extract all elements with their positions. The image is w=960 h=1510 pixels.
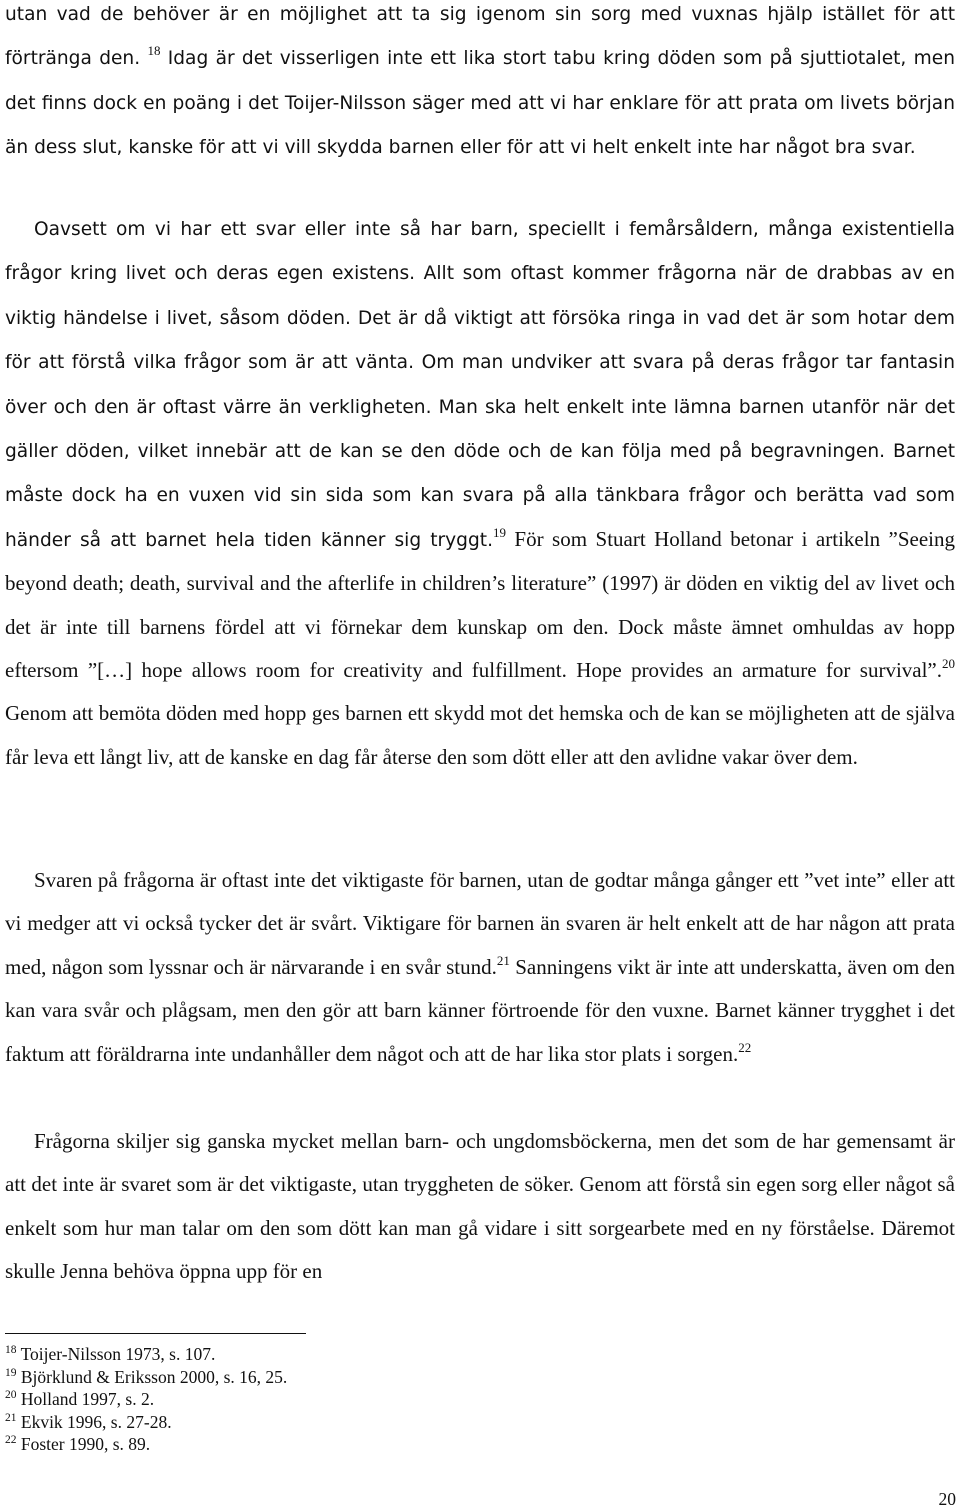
footnote-ref-20[interactable]: 20 [942, 656, 955, 672]
footnote-separator [5, 1333, 306, 1334]
footnote-ref-22[interactable]: 22 [738, 1039, 752, 1055]
footnote-text: Björklund & Eriksson 2000, s. 16, 25. [20, 1366, 288, 1387]
body-paragraph-4 [5, 1120, 955, 1294]
text-run: Sanningens vikt är inte att underskatta, även om den kan vara svår och plågsam, men den gör att barn känner förtroende för den vuxne. Barnet känner trygghet i det faktum att föräldrarna inte undanhåller dem något och att de har lika stor plats i sorgen. [5, 954, 955, 1066]
footnote-text: Foster 1990, s. 89. [20, 1434, 151, 1455]
text-run: Svaren på frågorna är oftast inte det viktigaste för barnen, utan de godtar många gånger ett ”vet inte” eller att vi medger att vi också tycker det är svårt. Viktigare för barnen än svaren är helt enkelt att de har någon att prata med, någon som lyssnar och är närvarande i en svår stund. [5, 868, 955, 979]
footnote-text: Ekvik 1996, s. 27-28. [20, 1411, 172, 1432]
footnote-text: Toijer-Nilsson 1973, s. 107. [20, 1344, 216, 1364]
footnote-text: Holland 1997, s. 2. [20, 1389, 155, 1410]
footnote-21 [5, 1411, 605, 1434]
footnote-number: 22 [5, 1434, 17, 1447]
text-run: Genom att bemöta döden med hopp ges barnen ett skydd mot det hemska och de kan se möjligheten att de själva får leva ett långt liv, att de kanske en dag får återse den som dött eller att den avlidne vakar över dem. [5, 701, 955, 769]
footnote-19 [5, 1366, 605, 1389]
footnote-number: 18 [5, 1344, 17, 1356]
footnote-ref-19[interactable]: 19 [492, 524, 506, 540]
page-number: 20 [938, 1489, 956, 1509]
footnote-20 [5, 1388, 605, 1411]
body-paragraph-2 [5, 207, 955, 779]
body-paragraph-3 [5, 859, 955, 1076]
footnotes-list [5, 1343, 605, 1456]
body-paragraph-1 [5, 0, 955, 170]
footnote-ref-21[interactable]: 21 [496, 952, 510, 968]
footnote-18 [5, 1343, 605, 1366]
footnote-number: 21 [5, 1411, 17, 1424]
text-run: Idag är det visserligen inte ett lika stort tabu kring döden som på sjuttiotalet, men det finns dock en poäng i det Toijer-Nilsson säger med att vi har enklare för att prata om livets början än dess slut, kanske för att vi vill skydda barnen eller för att vi helt enkelt inte har något bra svar. [5, 48, 955, 159]
text-run: För som Stuart Holland betonar i artikeln ”Seeing beyond death; death, survival and the afterlife in children’s literature” (1997) är döden en viktig del av livet och det är inte till barnens fördel att vi förnekar dem kunskap om den. Dock måste ämnet omhuldas av hopp eftersom ”[…] hope allows room for creativity and fulfillment. Hope provides an armature for survival”. [5, 526, 956, 683]
footnote-number: 19 [5, 1366, 17, 1379]
text-run: Frågorna skiljer sig ganska mycket mellan barn- och ungdomsböckerna, men det som de har gemensamt är att det inte är svaret som är det viktigaste, utan tryggheten de söker. Genom att förstå sin egen sorg eller något så enkelt som hur man talar om den som dött kan man gå vidare i sitt sorgearbete med en ny förståelse. Däremot skulle Jenna behöva öppna upp för en [5, 1129, 955, 1284]
footnote-number: 20 [5, 1389, 17, 1402]
text-run: utan vad de behöver är en möjlighet att ta sig igenom sin sorg med vuxnas hjälp istället för att förtränga den. [5, 4, 955, 70]
footnote-22 [5, 1433, 605, 1456]
text-run: Oavsett om vi har ett svar eller inte så har barn, speciellt i femårsåldern, många existentiella frågor kring livet och deras egen existens. Allt som oftast kommer frågorna när de drabbas av en viktig händelse i livet, såsom döden. Det är då viktigt att försöka ringa in vad det är som hotar dem för att förstå vilka frågor som är att vänta. Om man undviker att svara på deras frågor tar fantasin över och den är oftast värre än verkligheten. Man ska helt enkelt inte lämna barnen utanför när det gäller döden, vilket innebär att de kan se den döde och de kan följa med på begravningen. Barnet måste dock ha en vuxen vid sin sida som kan svara på alla tänkbara frågor och berätta vad som händer så att barnet hela tiden känner sig tryggt. [5, 219, 955, 551]
footnote-ref-18[interactable]: 18 [147, 43, 161, 59]
